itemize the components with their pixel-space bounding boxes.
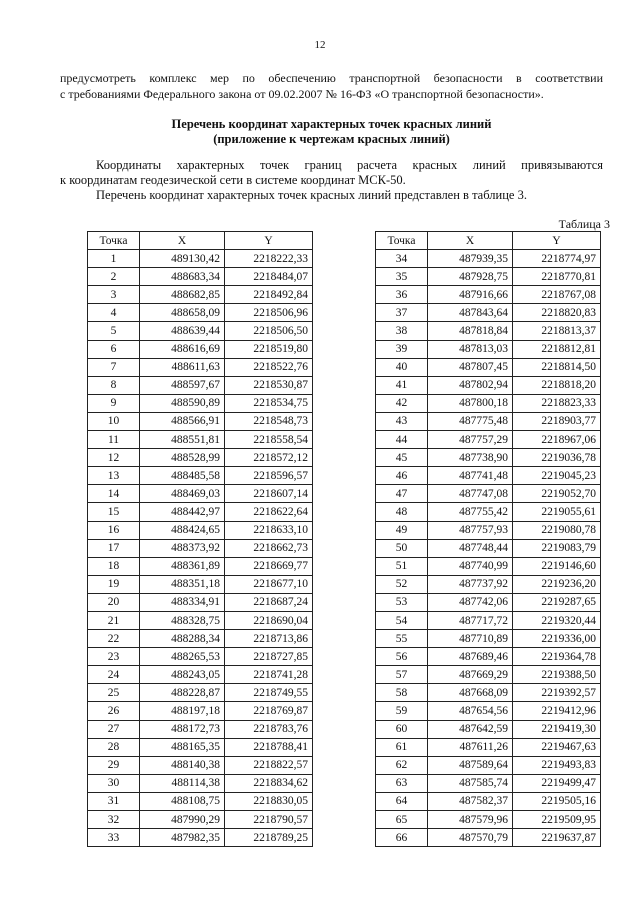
cell-y: 2219083,79 (513, 539, 601, 557)
cell-x: 487669,29 (428, 666, 513, 684)
cell-y: 2218519,80 (225, 340, 313, 358)
cell-point: 26 (88, 702, 140, 720)
table-row (376, 684, 601, 702)
table-row (376, 304, 601, 322)
cell-y: 2218749,55 (225, 684, 313, 702)
cell-x: 488288,34 (140, 630, 225, 648)
cell-x: 488197,18 (140, 702, 225, 720)
cell-y: 2219388,50 (513, 666, 601, 684)
table-row (376, 593, 601, 611)
cell-point: 25 (88, 684, 140, 702)
table-row (88, 304, 313, 322)
table-row (376, 467, 601, 485)
cell-y: 2218662,73 (225, 539, 313, 557)
table-row (88, 250, 313, 268)
table-row (376, 449, 601, 467)
cell-point: 35 (376, 268, 428, 286)
table-row (88, 503, 313, 521)
cell-point: 4 (88, 304, 140, 322)
cell-point: 55 (376, 630, 428, 648)
cell-point: 41 (376, 376, 428, 394)
cell-point: 34 (376, 250, 428, 268)
cell-x: 487747,08 (428, 485, 513, 503)
cell-y: 2218767,08 (513, 286, 601, 304)
cell-y: 2218690,04 (225, 611, 313, 629)
cell-x: 489130,42 (140, 250, 225, 268)
cell-point: 31 (88, 792, 140, 810)
cell-x: 487740,99 (428, 557, 513, 575)
cell-y: 2218813,37 (513, 322, 601, 340)
cell-x: 487589,64 (428, 756, 513, 774)
cell-x: 487807,45 (428, 358, 513, 376)
header-point: Точка (376, 232, 428, 250)
cell-point: 51 (376, 557, 428, 575)
table-row (88, 358, 313, 376)
coordinates-table-right (375, 231, 601, 847)
cell-x: 487654,56 (428, 702, 513, 720)
cell-y: 2218814,50 (513, 358, 601, 376)
cell-point: 6 (88, 340, 140, 358)
table-row (376, 702, 601, 720)
table-header-row (376, 232, 601, 250)
table-row (88, 322, 313, 340)
cell-x: 488639,44 (140, 322, 225, 340)
cell-x: 488334,91 (140, 593, 225, 611)
cell-x: 487611,26 (428, 738, 513, 756)
cell-x: 487582,37 (428, 792, 513, 810)
table-row (88, 449, 313, 467)
cell-y: 2218534,75 (225, 394, 313, 412)
table-row (88, 811, 313, 829)
cell-x: 487802,94 (428, 376, 513, 394)
cell-y: 2219499,47 (513, 774, 601, 792)
cell-point: 15 (88, 503, 140, 521)
table-row (376, 829, 601, 847)
table-row (376, 358, 601, 376)
cell-point: 14 (88, 485, 140, 503)
cell-point: 19 (88, 575, 140, 593)
cell-y: 2219493,83 (513, 756, 601, 774)
cell-y: 2218687,24 (225, 593, 313, 611)
cell-x: 487570,79 (428, 829, 513, 847)
table-row (88, 557, 313, 575)
cell-x: 487775,48 (428, 412, 513, 430)
intro-line-2: с требованиями Федерального закона от 09.02.2007 № 16-ФЗ «О транспортной безопасности». (60, 87, 544, 101)
cell-y: 2219052,70 (513, 485, 601, 503)
cell-point: 47 (376, 485, 428, 503)
table-row (376, 376, 601, 394)
cell-point: 43 (376, 412, 428, 430)
cell-x: 488265,53 (140, 648, 225, 666)
cell-y: 2219055,61 (513, 503, 601, 521)
cell-point: 11 (88, 431, 140, 449)
cell-y: 2219392,57 (513, 684, 601, 702)
intro-line-1: предусмотреть комплекс мер по обеспечению транспортной безопасности в соответствии (60, 71, 603, 85)
cell-x: 487757,29 (428, 431, 513, 449)
table-row (88, 593, 313, 611)
section-heading (60, 117, 603, 147)
cell-point: 32 (88, 811, 140, 829)
table-row (88, 702, 313, 720)
cell-y: 2218492,84 (225, 286, 313, 304)
table-row (88, 648, 313, 666)
cell-y: 2219336,00 (513, 630, 601, 648)
cell-point: 54 (376, 611, 428, 629)
cell-point: 64 (376, 792, 428, 810)
cell-x: 488566,91 (140, 412, 225, 430)
header-x: X (140, 232, 225, 250)
table-row (88, 666, 313, 684)
cell-x: 488551,81 (140, 431, 225, 449)
cell-point: 58 (376, 684, 428, 702)
cell-y: 2219509,95 (513, 811, 601, 829)
cell-point: 7 (88, 358, 140, 376)
cell-y: 2218506,96 (225, 304, 313, 322)
table-row (88, 394, 313, 412)
table-row (376, 503, 601, 521)
cell-point: 8 (88, 376, 140, 394)
cell-y: 2218822,57 (225, 756, 313, 774)
cell-point: 13 (88, 467, 140, 485)
cell-x: 487579,96 (428, 811, 513, 829)
cell-point: 17 (88, 539, 140, 557)
body-line-3: Перечень координат характерных точек красных линий представлен в таблице 3. (96, 188, 527, 202)
table-row (88, 376, 313, 394)
table-row (88, 630, 313, 648)
table-row (88, 412, 313, 430)
cell-y: 2218783,76 (225, 720, 313, 738)
cell-y: 2218548,73 (225, 412, 313, 430)
cell-y: 2219419,30 (513, 720, 601, 738)
table-row (88, 340, 313, 358)
cell-y: 2218607,14 (225, 485, 313, 503)
cell-point: 59 (376, 702, 428, 720)
cell-point: 62 (376, 756, 428, 774)
cell-x: 487757,93 (428, 521, 513, 539)
cell-y: 2218727,85 (225, 648, 313, 666)
cell-x: 488528,99 (140, 449, 225, 467)
cell-point: 20 (88, 593, 140, 611)
cell-y: 2218770,81 (513, 268, 601, 286)
table-row (376, 648, 601, 666)
cell-x: 488228,87 (140, 684, 225, 702)
cell-point: 46 (376, 467, 428, 485)
cell-point: 18 (88, 557, 140, 575)
table-row (88, 521, 313, 539)
table-row (376, 250, 601, 268)
cell-point: 40 (376, 358, 428, 376)
cell-y: 2218769,87 (225, 702, 313, 720)
cell-y: 2218789,25 (225, 829, 313, 847)
table-row (88, 720, 313, 738)
table-row (88, 774, 313, 792)
body-line-1: Координаты характерных точек границ расчета красных линий привязываются (96, 158, 603, 172)
cell-x: 487642,59 (428, 720, 513, 738)
table-row (376, 268, 601, 286)
cell-x: 487742,06 (428, 593, 513, 611)
cell-x: 488328,75 (140, 611, 225, 629)
table-row (88, 467, 313, 485)
cell-y: 2218830,05 (225, 792, 313, 810)
table-row (376, 394, 601, 412)
cell-x: 488243,05 (140, 666, 225, 684)
cell-y: 2219146,60 (513, 557, 601, 575)
table-row (376, 774, 601, 792)
cell-x: 488140,38 (140, 756, 225, 774)
cell-point: 53 (376, 593, 428, 611)
cell-x: 488114,38 (140, 774, 225, 792)
cell-y: 2218812,81 (513, 340, 601, 358)
cell-point: 44 (376, 431, 428, 449)
cell-point: 65 (376, 811, 428, 829)
cell-y: 2219364,78 (513, 648, 601, 666)
cell-y: 2218713,86 (225, 630, 313, 648)
body-line-2: к координатам геодезической сети в системе координат МСК-50. (60, 173, 406, 187)
cell-x: 487737,92 (428, 575, 513, 593)
table-row (88, 286, 313, 304)
cell-y: 2219505,16 (513, 792, 601, 810)
cell-y: 2218596,57 (225, 467, 313, 485)
cell-point: 66 (376, 829, 428, 847)
table-row (376, 412, 601, 430)
cell-x: 487813,03 (428, 340, 513, 358)
cell-point: 1 (88, 250, 140, 268)
header-y: Y (513, 232, 601, 250)
table-row (376, 720, 601, 738)
cell-x: 488165,35 (140, 738, 225, 756)
cell-point: 45 (376, 449, 428, 467)
cell-point: 37 (376, 304, 428, 322)
table-row (376, 611, 601, 629)
cell-point: 16 (88, 521, 140, 539)
cell-y: 2218788,41 (225, 738, 313, 756)
cell-point: 42 (376, 394, 428, 412)
heading-line-2: (приложение к чертежам красных линий) (213, 132, 450, 146)
cell-point: 39 (376, 340, 428, 358)
cell-point: 36 (376, 286, 428, 304)
cell-y: 2218622,64 (225, 503, 313, 521)
cell-x: 487939,35 (428, 250, 513, 268)
cell-x: 487928,75 (428, 268, 513, 286)
cell-y: 2218834,62 (225, 774, 313, 792)
table-row (376, 521, 601, 539)
cell-x: 488373,92 (140, 539, 225, 557)
cell-point: 48 (376, 503, 428, 521)
cell-y: 2218669,77 (225, 557, 313, 575)
cell-x: 488424,65 (140, 521, 225, 539)
table-caption: Таблица 3 (558, 217, 610, 231)
cell-point: 57 (376, 666, 428, 684)
cell-y: 2218823,33 (513, 394, 601, 412)
table-row (88, 738, 313, 756)
cell-x: 487668,09 (428, 684, 513, 702)
cell-y: 2218741,28 (225, 666, 313, 684)
cell-y: 2219412,96 (513, 702, 601, 720)
cell-x: 488611,63 (140, 358, 225, 376)
cell-y: 2218818,20 (513, 376, 601, 394)
table-row (88, 431, 313, 449)
header-x: X (428, 232, 513, 250)
table-row (376, 340, 601, 358)
cell-point: 52 (376, 575, 428, 593)
table-header-row (88, 232, 313, 250)
cell-x: 488469,03 (140, 485, 225, 503)
table-row (376, 557, 601, 575)
cell-x: 487990,29 (140, 811, 225, 829)
cell-point: 38 (376, 322, 428, 340)
cell-y: 2219045,23 (513, 467, 601, 485)
cell-y: 2218484,07 (225, 268, 313, 286)
cell-y: 2219236,20 (513, 575, 601, 593)
cell-point: 49 (376, 521, 428, 539)
cell-y: 2218903,77 (513, 412, 601, 430)
cell-y: 2219320,44 (513, 611, 601, 629)
cell-x: 488172,73 (140, 720, 225, 738)
table-row (88, 539, 313, 557)
table-row (376, 738, 601, 756)
cell-y: 2218222,33 (225, 250, 313, 268)
table-row (88, 756, 313, 774)
cell-y: 2218530,87 (225, 376, 313, 394)
table-row (376, 792, 601, 810)
cell-point: 56 (376, 648, 428, 666)
table-row (376, 431, 601, 449)
cell-point: 10 (88, 412, 140, 430)
cell-point: 12 (88, 449, 140, 467)
cell-x: 487741,48 (428, 467, 513, 485)
cell-x: 487748,44 (428, 539, 513, 557)
cell-x: 488683,34 (140, 268, 225, 286)
table-row (376, 575, 601, 593)
cell-x: 487710,89 (428, 630, 513, 648)
table-row (88, 829, 313, 847)
cell-point: 23 (88, 648, 140, 666)
cell-x: 488442,97 (140, 503, 225, 521)
cell-x: 487843,64 (428, 304, 513, 322)
cell-x: 488658,09 (140, 304, 225, 322)
cell-point: 30 (88, 774, 140, 792)
cell-y: 2219637,87 (513, 829, 601, 847)
cell-point: 50 (376, 539, 428, 557)
cell-y: 2218522,76 (225, 358, 313, 376)
cell-y: 2219287,65 (513, 593, 601, 611)
cell-point: 22 (88, 630, 140, 648)
cell-y: 2218558,54 (225, 431, 313, 449)
cell-x: 488682,85 (140, 286, 225, 304)
cell-x: 487738,90 (428, 449, 513, 467)
cell-x: 488485,58 (140, 467, 225, 485)
table-row (376, 630, 601, 648)
cell-y: 2218572,12 (225, 449, 313, 467)
table-row (376, 666, 601, 684)
cell-point: 27 (88, 720, 140, 738)
intro-paragraph (60, 70, 603, 102)
cell-x: 487689,46 (428, 648, 513, 666)
cell-point: 61 (376, 738, 428, 756)
cell-x: 488597,67 (140, 376, 225, 394)
header-point: Точка (88, 232, 140, 250)
cell-x: 488351,18 (140, 575, 225, 593)
cell-y: 2218967,06 (513, 431, 601, 449)
cell-point: 33 (88, 829, 140, 847)
cell-y: 2219036,78 (513, 449, 601, 467)
table-row (376, 756, 601, 774)
cell-x: 488108,75 (140, 792, 225, 810)
table-row (88, 684, 313, 702)
cell-x: 487916,66 (428, 286, 513, 304)
table-row (88, 485, 313, 503)
cell-y: 2218774,97 (513, 250, 601, 268)
cell-x: 487717,72 (428, 611, 513, 629)
body-paragraph (60, 158, 603, 203)
table-row (88, 611, 313, 629)
cell-point: 28 (88, 738, 140, 756)
cell-point: 9 (88, 394, 140, 412)
cell-point: 21 (88, 611, 140, 629)
cell-y: 2218633,10 (225, 521, 313, 539)
cell-point: 3 (88, 286, 140, 304)
heading-line-1: Перечень координат характерных точек красных линий (171, 117, 492, 131)
cell-x: 488590,89 (140, 394, 225, 412)
cell-point: 5 (88, 322, 140, 340)
header-y: Y (225, 232, 313, 250)
cell-point: 24 (88, 666, 140, 684)
cell-y: 2219080,78 (513, 521, 601, 539)
cell-y: 2218820,83 (513, 304, 601, 322)
cell-x: 487800,18 (428, 394, 513, 412)
cell-point: 2 (88, 268, 140, 286)
coordinates-table-left (87, 231, 313, 847)
cell-point: 29 (88, 756, 140, 774)
cell-x: 488361,89 (140, 557, 225, 575)
cell-y: 2218677,10 (225, 575, 313, 593)
table-row (88, 575, 313, 593)
cell-x: 487982,35 (140, 829, 225, 847)
cell-y: 2218790,57 (225, 811, 313, 829)
table-row (376, 811, 601, 829)
cell-x: 487818,84 (428, 322, 513, 340)
cell-x: 488616,69 (140, 340, 225, 358)
cell-point: 60 (376, 720, 428, 738)
cell-y: 2218506,50 (225, 322, 313, 340)
cell-x: 487755,42 (428, 503, 513, 521)
table-row (376, 485, 601, 503)
table-row (376, 539, 601, 557)
cell-x: 487585,74 (428, 774, 513, 792)
cell-point: 63 (376, 774, 428, 792)
table-row (88, 792, 313, 810)
page-number: 12 (314, 39, 326, 51)
table-row (376, 286, 601, 304)
cell-y: 2219467,63 (513, 738, 601, 756)
table-row (88, 268, 313, 286)
table-row (376, 322, 601, 340)
